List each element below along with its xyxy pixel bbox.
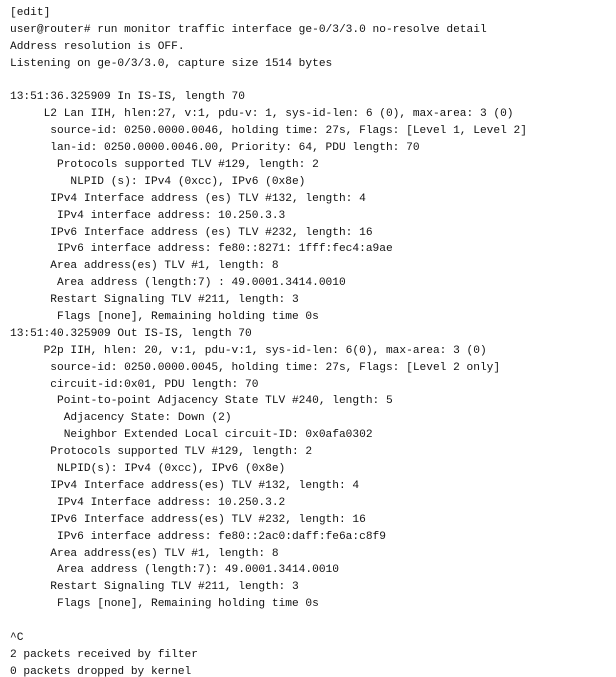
terminal-line: Area address(es) TLV #1, length: 8 (10, 260, 279, 273)
terminal-line: lan-id: 0250.0000.0046.00, Priority: 64, PDU length: 70 (10, 142, 420, 155)
terminal-line: 0 packets dropped by kernel (10, 665, 192, 677)
terminal-line: P2p IIH, hlen: 20, v:1, pdu-v:1, sys-id-len: 6(0), max-area: 3 (0) (10, 344, 487, 357)
terminal-line: Protocols supported TLV #129, length: 2 (10, 159, 319, 172)
terminal-line: source-id: 0250.0000.0046, holding time: 27s, Flags: [Level 1, Level 2] (10, 125, 527, 138)
terminal-line: user@router# run monitor traffic interface ge-0/3/3.0 no-resolve detail (10, 23, 487, 36)
terminal-line: Point-to-point Adjacency State TLV #240, length: 5 (10, 395, 393, 408)
terminal-line: Address resolution is OFF. (10, 40, 185, 53)
terminal-line: Restart Signaling TLV #211, length: 3 (10, 294, 299, 307)
terminal-line: source-id: 0250.0000.0045, holding time: 27s, Flags: [Level 2 only] (10, 361, 501, 374)
terminal-line: 2 packets received by filter (10, 648, 198, 661)
terminal-line: 13:51:40.325909 Out IS-IS, length 70 (10, 327, 252, 340)
terminal-line: Restart Signaling TLV #211, length: 3 (10, 581, 299, 594)
terminal-line: IPv6 Interface address(es) TLV #232, length: 16 (10, 513, 366, 526)
terminal-line: IPv4 Interface address(es) TLV #132, length: 4 (10, 479, 360, 492)
terminal-line: ^C (10, 631, 24, 644)
terminal-line: NLPID(s): IPv4 (0xcc), IPv6 (0x8e) (10, 463, 286, 476)
terminal-line: L2 Lan IIH, hlen:27, v:1, pdu-v: 1, sys-id-len: 6 (0), max-area: 3 (0) (10, 108, 514, 121)
terminal-line: IPv6 Interface address (es) TLV #232, length: 16 (10, 226, 373, 239)
terminal-line: Area address (length:7) : 49.0001.3414.0010 (10, 277, 346, 290)
terminal-line: Area address (length:7): 49.0001.3414.0010 (10, 564, 339, 577)
terminal-line: Flags [none], Remaining holding time 0s (10, 598, 319, 611)
terminal-line: Flags [none], Remaining holding time 0s (10, 311, 319, 324)
terminal-line: IPv4 Interface address (es) TLV #132, length: 4 (10, 192, 366, 205)
terminal-line: [edit] (10, 7, 51, 19)
terminal-line: IPv6 interface address: fe80::8271: 1fff:fec4:a9ae (10, 243, 393, 256)
terminal-line: Adjacency State: Down (2) (10, 412, 232, 425)
terminal-line: Neighbor Extended Local circuit-ID: 0x0afa0302 (10, 429, 373, 442)
terminal-line: IPv4 Interface address: 10.250.3.2 (10, 496, 286, 509)
terminal-line: IPv6 interface address: fe80::2ac0:daff:fe6a:c8f9 (10, 530, 386, 543)
terminal-line: IPv4 interface address: 10.250.3.3 (10, 209, 286, 222)
terminal-line (10, 613, 616, 630)
terminal-line: NLPID (s): IPv4 (0xcc), IPv6 (0x8e) (10, 175, 306, 188)
terminal-line: 13:51:36.325909 In IS-IS, length 70 (10, 91, 245, 104)
terminal-line: Protocols supported TLV #129, length: 2 (10, 446, 313, 459)
terminal-line: Area address(es) TLV #1, length: 8 (10, 547, 279, 560)
terminal-line: circuit-id:0x01, PDU length: 70 (10, 378, 259, 391)
terminal-line: Listening on ge-0/3/3.0, capture size 1514 bytes (10, 57, 333, 70)
terminal-line (10, 73, 616, 90)
